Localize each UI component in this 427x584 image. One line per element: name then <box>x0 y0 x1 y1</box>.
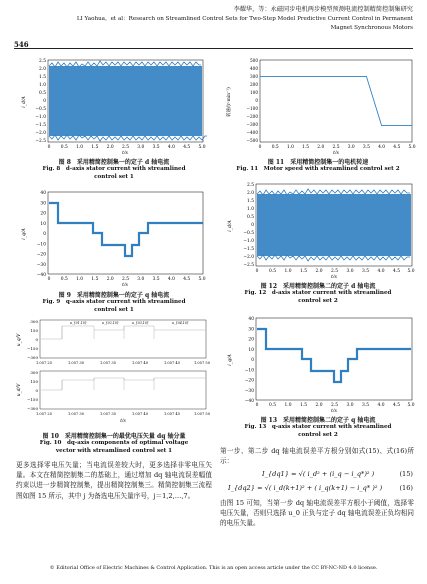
fig11-caption-en-1: Fig. 11 Motor speed with streamlined control set 2 <box>236 166 400 172</box>
equation-15: I_{dq1} = √( i_d² + (i_q − i_q*)² ) <box>262 470 375 478</box>
fig10-annotations <box>70 321 189 325</box>
fig10-top-yticks <box>27 319 38 360</box>
ytick: 400 <box>250 66 258 71</box>
fig9-caption-en-1: Fig. 9 q-axis stator current with streamlined <box>42 299 186 305</box>
xtick: 4.5 <box>393 145 401 150</box>
fig12-plot <box>222 178 417 278</box>
xtick: 4.0 <box>167 277 175 282</box>
ytick: 0 <box>251 223 254 228</box>
fig10-top-steps <box>41 326 205 339</box>
xtick: 2.5 <box>331 269 338 274</box>
fig13-ylabel: i_q/A <box>228 354 233 366</box>
xtick: 1.057 50 <box>193 361 211 365</box>
fig11-yticks <box>246 58 258 143</box>
ytick: −10 <box>36 242 46 248</box>
fig9-caption-cn: 图 9 采用精简控制集一的定子 q 轴电流 <box>58 292 170 299</box>
fig13-xticks <box>256 403 415 408</box>
ytick: −20 <box>36 252 46 258</box>
equation-16-number: (16) <box>399 484 413 492</box>
fig12-caption-en-1: Fig. 12 d-axis stator current with streamlined <box>244 290 392 296</box>
ytick: 1.5 <box>247 199 254 204</box>
ytick: −2.0 <box>243 255 254 260</box>
ytick: 10 <box>248 347 254 353</box>
xtick: 4.0 <box>377 269 385 274</box>
fig12-xticks <box>256 269 415 274</box>
xtick: 0.5 <box>269 403 276 408</box>
xtick: 3.0 <box>137 145 145 150</box>
annotation: u_{04,10} <box>172 321 189 325</box>
fig13-plot <box>222 312 417 412</box>
ytick: −100 <box>246 106 258 111</box>
xtick: 3.5 <box>152 145 160 150</box>
xtick: 4.5 <box>393 269 400 274</box>
fig10-bottom-steps <box>41 378 205 390</box>
xtick: 0 <box>258 145 262 150</box>
fig10-bottom-axes <box>40 371 206 409</box>
ytick: 1.0 <box>247 207 254 212</box>
ytick: −2.5 <box>35 139 46 144</box>
page-number: 546 <box>14 40 29 49</box>
ytick: −2.5 <box>243 263 254 268</box>
fig10-caption-cn: 图 10 采用精简控制集一的最优电压矢量 dq 轴分量 <box>42 433 186 440</box>
fig13-iq-line <box>257 329 411 382</box>
xtick: 1.0 <box>284 269 292 274</box>
xtick: 5.0 <box>198 145 206 150</box>
xtick: 1.5 <box>91 277 99 282</box>
fig11-axes <box>260 60 412 142</box>
ytick: 0.5 <box>39 91 46 96</box>
ytick: −30 <box>36 262 46 268</box>
fig11-xticks <box>259 145 416 150</box>
ytick: −1.0 <box>243 239 254 244</box>
ytick: 2.0 <box>247 191 254 196</box>
xtick: 3.0 <box>346 403 354 408</box>
ytick: 30 <box>40 201 46 207</box>
ytick: 40 <box>248 317 254 322</box>
xtick: 1.057 35 <box>99 412 117 416</box>
ytick: 2.0 <box>39 67 46 72</box>
running-header-en-1: LI Yaohua，et al：Research on Streamlined Control Sets for Two-Step Model Predictive Current Control in Permanent <box>76 16 413 22</box>
fig9-ylabel: i_q/A <box>22 228 27 240</box>
fig13-caption-cn: 图 13 采用精简控制集二的定子 q 轴电流 <box>260 417 376 424</box>
fig11-xlabel: t/s <box>333 151 339 154</box>
fig13-xlabel: t/s <box>331 409 337 412</box>
ytick: −1.5 <box>35 123 46 128</box>
right-body-paragraph-1: 第一步、第二步 dq 轴电流误差平方根分别如式(15)、式(16)所示： <box>220 447 414 466</box>
ytick: 2.5 <box>247 183 254 188</box>
fig12-ylabel: i_d/A <box>228 220 233 232</box>
ytick: −30 <box>244 388 254 394</box>
xtick: 2.5 <box>122 277 129 282</box>
ytick: −300 <box>246 122 258 127</box>
fig10-xlabel: t/s <box>120 419 126 424</box>
xtick: 1.0 <box>284 403 292 408</box>
left-body-paragraph: 更多选择零电压矢量；当电流误差较大时，更多选择非零电压矢量。本文在精简控制集二的基础上，通过增加 dq 轴电流误差幅值约束以进一步精简控制集，提出精简控制集三。精简控制集三流程图如图 15 所示，其中 j 为备选电压矢量序号，j＝1,2,…,7。 <box>16 461 212 500</box>
equation-15-number: (15) <box>399 470 413 478</box>
fig8-caption-en-1: Fig. 8 d-axis stator current with streamlined <box>42 166 186 172</box>
running-header-en-2: Magnet Synchronous Motors <box>330 25 413 31</box>
xtick: 4.0 <box>378 145 386 150</box>
xtick: 2.5 <box>331 403 338 408</box>
xtick: 2.5 <box>122 145 129 150</box>
ytick: 0 <box>35 388 38 393</box>
ytick: −200 <box>246 114 258 119</box>
ytick: −40 <box>36 273 46 278</box>
fig11-ylabel: 转速/(r·min⁻¹) <box>227 87 232 117</box>
ytick: 200 <box>250 82 258 87</box>
xtick: 0.5 <box>269 269 276 274</box>
xtick: 2.0 <box>317 145 325 150</box>
fig8-yticks <box>35 59 46 144</box>
xtick: 1.5 <box>300 269 307 274</box>
fig13-yticks <box>245 317 254 404</box>
ytick: 10 <box>40 221 46 227</box>
fig9-axes <box>48 192 203 274</box>
fig8-ylabel: i_d/A <box>22 96 27 108</box>
fig9-iq-line <box>49 203 203 256</box>
fig10-plot <box>14 318 214 428</box>
ytick: 0 <box>251 358 254 363</box>
ytick: −20 <box>244 378 254 384</box>
xtick: 1.057 45 <box>163 412 181 416</box>
ytick: −500 <box>246 138 258 143</box>
ytick: 0 <box>255 98 258 103</box>
right-body-paragraph-2: 由图 15 可知，当第一步 dq 轴电流误差平方根小于阈值，选择零电压矢量，否则只选择 u_0 正负与定子 dq 轴电流误差正负均相同的电压矢量。 <box>220 499 414 528</box>
fig9-xticks <box>48 277 206 282</box>
annotation: u_{02,10} <box>102 321 119 325</box>
fig13-axes <box>256 318 412 400</box>
xtick: 0 <box>47 145 51 150</box>
xtick: 1.5 <box>300 403 307 408</box>
ytick: −400 <box>246 130 258 135</box>
xtick: 1.057 30 <box>67 412 85 416</box>
ytick: 0 <box>43 99 46 104</box>
license-footer: © Editorial Office of Electric Machines & Control Application. This is an open access article under the CC BY-NC-ND 4.0 license. <box>49 565 378 571</box>
xtick: 2.0 <box>315 269 323 274</box>
fig8-xticks <box>48 145 206 150</box>
xtick: 1.0 <box>76 145 84 150</box>
fig12-xlabel: t/s <box>331 275 337 278</box>
ytick: 100 <box>250 90 258 95</box>
ytick: −40 <box>244 399 254 404</box>
fig10-bottom-xticks <box>36 412 211 416</box>
fig9-xlabel: t/s <box>122 283 128 286</box>
ytick: 1.0 <box>39 83 46 88</box>
xtick: 4.5 <box>183 277 191 282</box>
running-header-cn: 李耀华，等：永磁同步电机两步模型预测电流控制精简控制集研究 <box>233 6 413 13</box>
fig8-caption-en-2: control set 1 <box>94 174 134 180</box>
ytick: 20 <box>248 337 254 343</box>
xtick: 5.0 <box>407 269 415 274</box>
xtick: 3.5 <box>362 269 369 274</box>
xtick: 1.057 35 <box>99 361 117 365</box>
xtick: 5.0 <box>198 277 206 282</box>
fig9-caption-en-2: control set 1 <box>94 307 134 313</box>
xtick: 0.5 <box>60 277 68 282</box>
xtick: 1.057 40 <box>131 361 149 365</box>
fig10-top-axes <box>40 320 206 358</box>
fig12-caption-cn: 图 12 采用精简控制集二的定子 d 轴电流 <box>260 283 376 290</box>
ytick: 150 <box>30 379 38 384</box>
fig8-xlabel: t/s <box>122 151 128 154</box>
xtick: 1.0 <box>286 145 294 150</box>
fig10-top-xticks <box>36 361 211 365</box>
equation-16: I_{dq2} = √( i_d(k+1)² + ( i_q(k+1) − i_q* )² ) <box>228 484 383 492</box>
xtick: 2.0 <box>106 145 114 150</box>
xtick: 1.057 40 <box>131 412 149 416</box>
xtick: 1.0 <box>76 277 84 282</box>
xtick: 1.057 25 <box>35 361 53 365</box>
fig8-noise-band <box>49 66 202 136</box>
ytick: 300 <box>30 370 38 375</box>
fig10-caption-en-2: vector with streamlined control set 1 <box>55 448 173 454</box>
xtick: 3.5 <box>152 277 160 282</box>
fig10-caption-en-1: Fig. 10 dq-axis components of optimal voltage <box>39 440 189 446</box>
fig11-plot <box>222 54 417 154</box>
xtick: 1.057 50 <box>193 412 211 416</box>
xtick: 3.0 <box>137 277 145 282</box>
ytick: 20 <box>40 211 46 217</box>
fig9-yticks <box>37 191 46 278</box>
fig8-caption-cn: 图 8 采用精简控制集一的定子 d 轴电流 <box>58 159 170 166</box>
xtick: 5.0 <box>407 403 415 408</box>
fig8-plot <box>18 54 208 154</box>
ytick: 300 <box>30 319 38 324</box>
xtick: 0 <box>255 403 259 408</box>
xtick: 4.0 <box>377 403 385 408</box>
ytick: −300 <box>27 406 38 411</box>
fig13-caption-en-2: control set 2 <box>298 432 338 438</box>
fig11-speed-line <box>260 76 412 125</box>
fig10-bottom-yticks <box>27 370 38 411</box>
xtick: 2.0 <box>106 277 114 282</box>
ytick: 300 <box>250 74 258 79</box>
ytick: −0.5 <box>35 107 46 112</box>
ytick: −2.0 <box>35 131 46 136</box>
xtick: 0 <box>47 277 51 282</box>
ytick: 1.5 <box>39 75 46 80</box>
ytick: 150 <box>30 328 38 333</box>
fig12-caption-en-2: control set 2 <box>298 298 338 304</box>
fig12-noise-band <box>257 194 411 256</box>
ytick: 2.5 <box>39 59 46 64</box>
xtick: 0 <box>255 269 259 274</box>
xtick: 1.057 30 <box>67 361 85 365</box>
xtick: 0.5 <box>271 145 279 150</box>
xtick: 2.0 <box>315 403 323 408</box>
annotation: u_{01,10} <box>70 321 87 325</box>
xtick: 4.5 <box>393 403 400 408</box>
ytick: 0 <box>43 232 46 237</box>
xtick: 5.0 <box>408 145 416 150</box>
ytick: −1.0 <box>35 115 46 120</box>
xtick: 0.5 <box>60 145 68 150</box>
ytick: −0.5 <box>243 231 254 236</box>
ytick: −300 <box>27 355 38 360</box>
header-rule <box>14 48 413 49</box>
xtick: 3.0 <box>347 145 355 150</box>
ytick: −150 <box>27 397 38 402</box>
ytick: 30 <box>248 327 254 333</box>
xtick: 3.0 <box>346 269 354 274</box>
fig10-top-ylabel: u_q/V <box>17 333 22 347</box>
fig9-plot <box>18 186 208 286</box>
xtick: 4.0 <box>167 145 175 150</box>
xtick: 2.5 <box>332 145 340 150</box>
ytick: 0 <box>35 337 38 342</box>
xtick: 1.5 <box>302 145 310 150</box>
xtick: 4.5 <box>183 145 191 150</box>
xtick: 3.5 <box>362 403 369 408</box>
ytick: −1.5 <box>243 247 254 252</box>
ytick: −150 <box>27 346 38 351</box>
xtick: 1.5 <box>91 145 99 150</box>
ytick: 40 <box>40 191 46 196</box>
ytick: 500 <box>250 58 258 63</box>
fig12-yticks <box>243 183 254 268</box>
fig10-bottom-ylabel: u_d/V <box>17 383 22 397</box>
xtick: 1.057 45 <box>163 361 181 365</box>
annotation: u_{03,10} <box>132 321 149 325</box>
fig13-caption-en-1: Fig. 13 q-axis stator current with streamlined <box>244 424 392 430</box>
fig11-caption-cn: 图 11 采用精简控制集一的电机转速 <box>267 159 369 166</box>
xtick: 3.5 <box>362 145 370 150</box>
ytick: 0.5 <box>247 215 254 220</box>
ytick: −10 <box>244 368 254 374</box>
xtick: 1.057 25 <box>35 412 53 416</box>
